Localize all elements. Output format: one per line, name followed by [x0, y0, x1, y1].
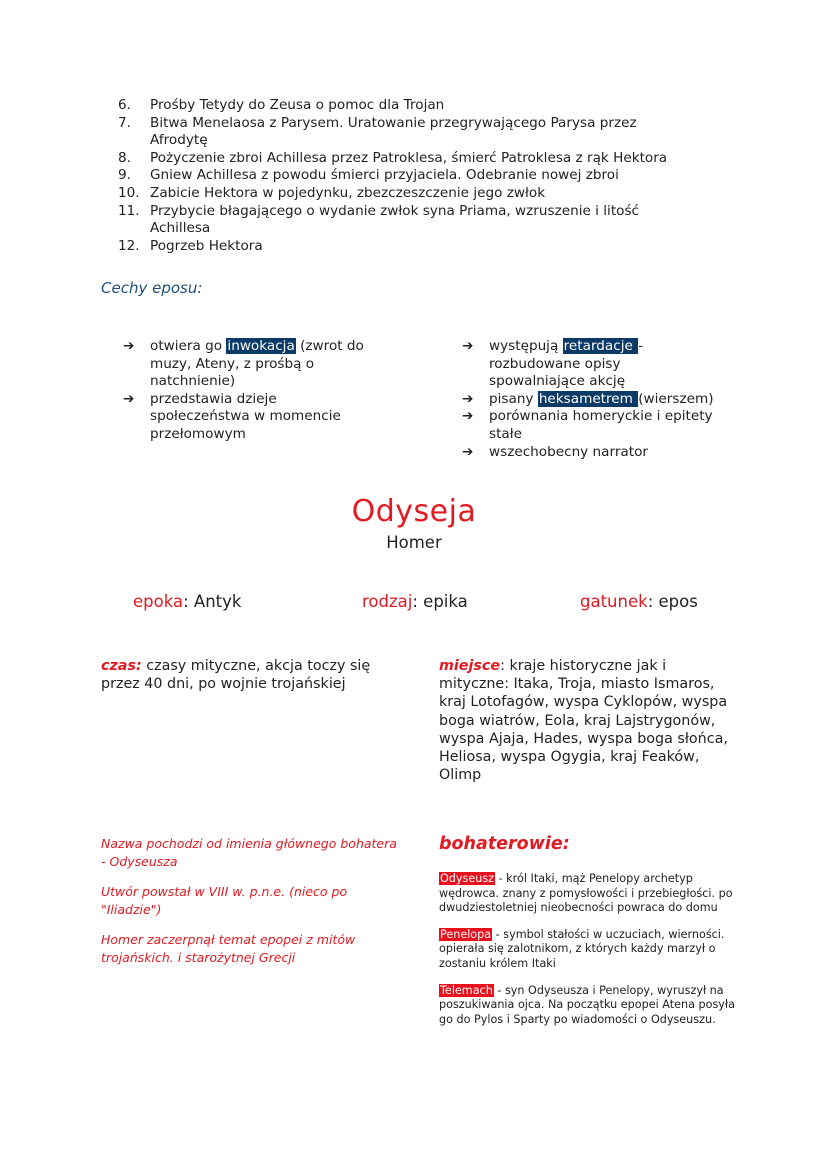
- list-item: 6. Prośby Tetydy do Zeusa o pomoc dla Trojan: [118, 97, 445, 113]
- hero-name: Penelopa: [440, 927, 492, 941]
- meta-kind: rodzaj: epika: [362, 592, 468, 611]
- plot-list: [118, 97, 738, 255]
- list-item: 7. Bitwa Menelaosa z Parysem. Uratowanie przegrywającego Parysa przez Afrodytę: [118, 114, 637, 149]
- heroes-list: [439, 872, 739, 1039]
- heroes-heading: bohaterowie:: [439, 834, 570, 854]
- arrow-icon: ➔: [462, 443, 474, 460]
- author: Homer: [386, 533, 442, 552]
- arrow-icon: ➔: [462, 408, 474, 425]
- bullet-item: ➔ przedstawia dzieje społeczeństwa w momencie przełomowym: [123, 390, 341, 442]
- hero-name: Odyseusz: [440, 872, 495, 885]
- place-setting: miejsce: kraje historyczne jak i mityczne: Itaka, Troja, miasto Ismaros, kraj Lotofagów, wyspa Cyklopów, wyspa boga wiatrów, Eola, kraj Lajstrygonów, wyspa Ajaja, Hades, wyspa boga słońca, Heliosa, wyspa Ogygia, kraj Feaków, Olimp: [439, 658, 728, 784]
- bullet-item: ➔ otwiera go inwokacja (zwrot do muzy, Ateny, z prośbą o natchnienie): [123, 338, 364, 390]
- list-item: 10. Zabicie Hektora w pojedynku, zbezczeszczenie jego zwłok: [118, 184, 546, 201]
- highlight-term: inwokacja: [227, 338, 295, 354]
- arrow-icon: ➔: [462, 338, 474, 354]
- epic-features-left: [123, 338, 393, 444]
- bullet-item: ➔ pisany heksametrem (wierszem): [462, 390, 714, 407]
- arrow-icon: ➔: [462, 390, 474, 407]
- note: Utwór powstał w VIII w. p.n.e. (nieco po "Iliadzie"): [101, 884, 348, 917]
- bullet-item: ➔ porównania homeryckie i epitety stałe: [462, 408, 713, 442]
- time-setting: czas: czasy mityczne, akcja toczy się przez 40 dni, po wojnie trojańskiej: [101, 658, 371, 693]
- bullet-item: ➔ wszechobecny narrator: [462, 443, 649, 460]
- section-heading-epic-features: Cechy eposu:: [101, 279, 203, 297]
- note: Nazwa pochodzi od imienia głównego bohatera - Odyseusza: [101, 836, 397, 869]
- hero-item: Odyseusz - król Itaki, mąż Penelopy archetyp wędrowca. znany z pomysłowości i przebiegłości. po dwudziestoletniej nieobecności powraca do domu: [439, 872, 733, 915]
- list-item: 8. Pożyczenie zbroi Achillesa przez Patroklesa, śmierć Patroklesa z rąk Hektora: [118, 149, 668, 166]
- list-item: 9. Gniew Achillesa z powodu śmierci przyjaciela. Odebranie nowej zbroi: [118, 167, 619, 184]
- list-item: 12. Pogrzeb Hektora: [118, 237, 263, 254]
- epic-features-right: [462, 338, 737, 461]
- hero-item: Telemach - syn Odyseusza i Penelopy, wyruszył na poszukiwania ojca. Na początku epopei Atena posyła go do Pylos i Sparty po wiadomości o Odyseuszu.: [439, 983, 735, 1026]
- bullet-item: ➔ występują retardacje - rozbudowane opisy spowalniające akcję: [462, 338, 644, 390]
- hero-item: Penelopa - symbol stałości w uczuciach, wierności. opierała się zalotnikom, z których każdy marzył o zostaniu królem Itaki: [439, 927, 725, 970]
- highlight-term: heksametrem: [538, 390, 638, 407]
- meta-genre: gatunek: epos: [580, 592, 698, 611]
- highlight-term: retardacje: [563, 338, 638, 354]
- meta-epoch: epoka: Antyk: [133, 592, 242, 611]
- arrow-icon: ➔: [123, 390, 135, 407]
- hero-name: Telemach: [440, 983, 493, 997]
- arrow-icon: ➔: [123, 338, 135, 354]
- note: Homer zaczerpnął temat epopei z mitów trojańskich. i starożytnej Grecji: [101, 932, 356, 965]
- page-title: Odyseja: [351, 494, 477, 529]
- list-item: 11. Przybycie błagającego o wydanie zwłok syna Priama, wzruszenie i litość Achillesa: [118, 202, 640, 237]
- notes: [101, 835, 401, 979]
